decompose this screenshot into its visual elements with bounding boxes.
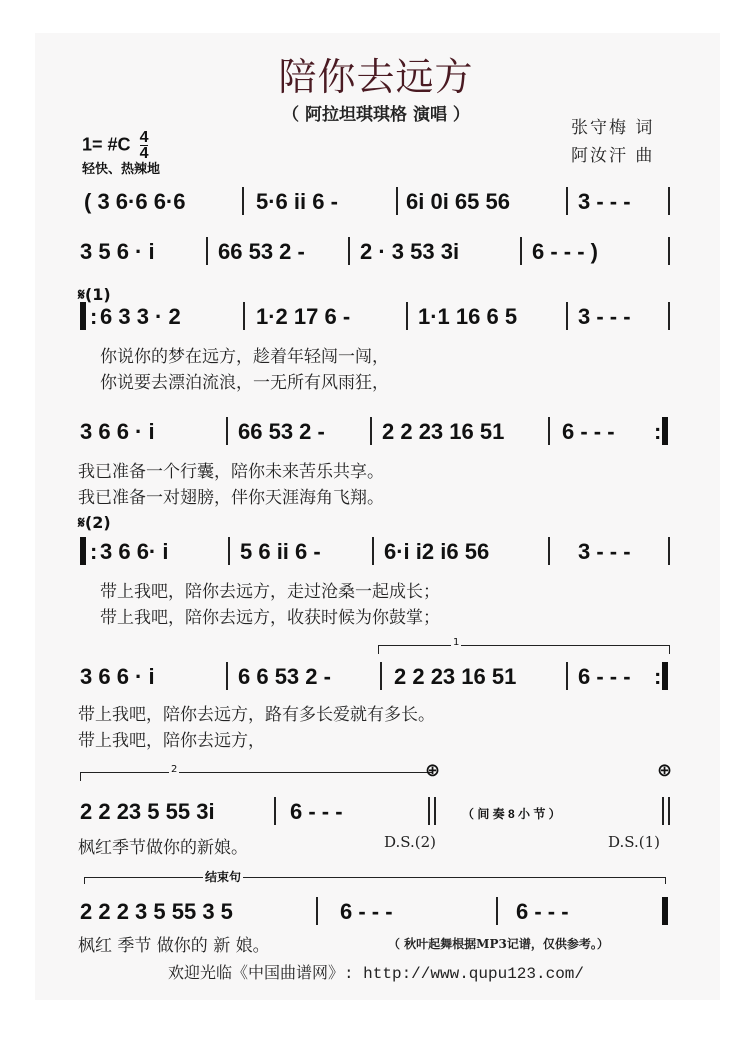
measure: 3 5 6 · i xyxy=(80,239,155,264)
volta-bracket-2: 2 xyxy=(80,772,433,781)
lyric-verse-1: 带上我吧，陪你去远方，路有多长爱就有多长。 xyxy=(78,705,435,725)
ds-mark-2: D.S.(2) xyxy=(384,833,437,851)
notation-row xyxy=(78,300,670,334)
measure: 6 - - - xyxy=(516,899,569,924)
tempo-marking: 轻快、热辣地 xyxy=(82,162,161,177)
measure: 2 2 2 3 5 55 3 5 xyxy=(80,899,233,924)
notation-row xyxy=(78,235,670,269)
lyric-verse-2: 带上我吧，陪你去远方，收获时候为你鼓掌； xyxy=(100,608,440,628)
lyric-verse-1: 我已准备一个行囊，陪你未来苦乐共享。 xyxy=(78,462,384,482)
song-title: 陪你去远方 xyxy=(278,55,474,99)
coda-icon: ⊕ xyxy=(657,760,673,781)
lyric-line: 枫红 季节 做你的 新 娘。 xyxy=(78,936,270,956)
notation-row xyxy=(78,795,670,829)
barline xyxy=(372,537,374,565)
measure: 3 6 6 · i xyxy=(80,419,155,444)
measure: 5·6 ii 6 - xyxy=(256,189,338,214)
score-line-chorus-1 xyxy=(78,535,670,628)
repeat-end-barline xyxy=(662,662,668,690)
repeat-end-barline xyxy=(662,417,668,445)
barline xyxy=(566,302,568,330)
measure: 66 53 2 - xyxy=(218,239,305,264)
measure: 6 3 3 · 2 xyxy=(100,304,181,329)
notation-row xyxy=(78,660,670,694)
measure: 2 2 23 16 51 xyxy=(382,419,505,444)
double-barline xyxy=(428,797,430,825)
coda-icon: ⊕ xyxy=(425,760,441,781)
barline xyxy=(396,187,398,215)
double-barline xyxy=(668,797,670,825)
measure: 2 2 23 16 51 xyxy=(394,664,517,689)
barline xyxy=(228,537,230,565)
repeat-dots: : xyxy=(654,419,662,444)
ds-mark-1: D.S.(1) xyxy=(608,833,661,851)
measure: 3 - - - xyxy=(578,189,631,214)
time-signature: $\frac{4}{4}$ xyxy=(139,129,149,162)
key-label: 1= #C xyxy=(82,134,131,155)
measure: 3 6 6· i xyxy=(100,539,169,564)
measure: 6·i i2 i6 56 xyxy=(384,539,490,564)
barline xyxy=(668,537,670,565)
barline xyxy=(226,417,228,445)
measure: 6 - - - xyxy=(562,419,615,444)
measure: 6 - - - xyxy=(340,899,393,924)
transcription-note: （ 秋叶起舞根据MP3记谱，仅供参考。） xyxy=(388,937,609,951)
lyric-verse-2: 我已准备一对翅膀，伴你天涯海角飞翔。 xyxy=(78,488,384,508)
notation-row xyxy=(78,535,670,569)
segno-2: 𝄋(2) xyxy=(78,513,111,532)
score-line-verse-1 xyxy=(78,300,670,393)
barline xyxy=(348,237,350,265)
barline xyxy=(243,302,245,330)
lyric-verse-1: 你说你的梦在远方，趁着年轻闯一闯， xyxy=(100,347,389,367)
measure: 6i 0i 65 56 xyxy=(406,189,510,214)
measure: 3 - - - xyxy=(578,304,631,329)
barline xyxy=(274,797,276,825)
interlude-note: （ 间 奏 8 小 节 ） xyxy=(462,807,561,821)
barline xyxy=(206,237,208,265)
score-line-intro-1 xyxy=(78,185,670,219)
notation-row xyxy=(78,415,670,449)
measure: 6 - - - xyxy=(578,664,631,689)
barline xyxy=(316,897,318,925)
barline xyxy=(496,897,498,925)
repeat-start-barline xyxy=(80,537,86,565)
measure: 3 - - - xyxy=(578,539,631,564)
footer-website: 欢迎光临《中国曲谱网》: http://www.qupu123.com/ xyxy=(167,965,585,983)
barline xyxy=(548,417,550,445)
lyric-verse-1: 带上我吧，陪你去远方，走过沧桑一起成长； xyxy=(100,582,440,602)
double-barline xyxy=(662,797,664,825)
lyric-line: 枫红季节做你的新娘。 xyxy=(78,838,248,858)
composer: 阿汝汗 曲 xyxy=(571,146,655,166)
measure: 3 6 6 · i xyxy=(80,664,155,689)
barline xyxy=(548,537,550,565)
barline xyxy=(668,187,670,215)
barline xyxy=(380,662,382,690)
final-barline xyxy=(662,897,668,925)
barline xyxy=(226,662,228,690)
measure: ( 3 6·6 6·6 xyxy=(84,189,186,214)
barline xyxy=(566,187,568,215)
notation-row xyxy=(78,895,670,929)
measure: 2 2 23 5 55 3i xyxy=(80,799,215,824)
measure: 66 53 2 - xyxy=(238,419,325,444)
barline xyxy=(370,417,372,445)
segno-1: 𝄋(1) xyxy=(78,285,111,304)
measure: 6 6 53 2 - xyxy=(238,664,331,689)
lyric-verse-2: 你说要去漂泊流浪，一无所有风雨狂， xyxy=(100,373,389,393)
score-line-second-ending xyxy=(78,795,670,858)
measure: 1·1 16 6 5 xyxy=(418,304,518,329)
measure: 6 - - - xyxy=(290,799,343,824)
barline xyxy=(566,662,568,690)
volta-bracket-1: 1 xyxy=(378,645,670,654)
lyricist: 张守梅 词 xyxy=(571,118,655,138)
barline xyxy=(242,187,244,215)
key-signature xyxy=(82,130,148,161)
score-line-intro-2 xyxy=(78,235,670,269)
score-line-ending xyxy=(78,895,670,956)
score-line-chorus-2 xyxy=(78,660,670,751)
barline xyxy=(668,302,670,330)
notation-row xyxy=(78,185,670,219)
repeat-dots: : xyxy=(90,539,98,564)
double-barline xyxy=(434,797,436,825)
repeat-dots: : xyxy=(654,664,662,689)
barline xyxy=(406,302,408,330)
measure: 1·2 17 6 - xyxy=(256,304,351,329)
score-line-verse-2 xyxy=(78,415,670,508)
barline xyxy=(520,237,522,265)
measure: 6 - - - ) xyxy=(532,239,598,264)
repeat-start-barline xyxy=(80,302,86,330)
repeat-dots: : xyxy=(90,304,98,329)
measure: 2 · 3 53 3i xyxy=(360,239,460,264)
measure: 5 6 ii 6 - xyxy=(240,539,321,564)
performer: （ 阿拉坦琪琪格 演唱 ） xyxy=(282,105,470,125)
lyric-verse-2: 带上我吧，陪你去远方， xyxy=(78,731,265,751)
ending-bracket: 结束句 xyxy=(84,877,666,884)
barline xyxy=(668,237,670,265)
